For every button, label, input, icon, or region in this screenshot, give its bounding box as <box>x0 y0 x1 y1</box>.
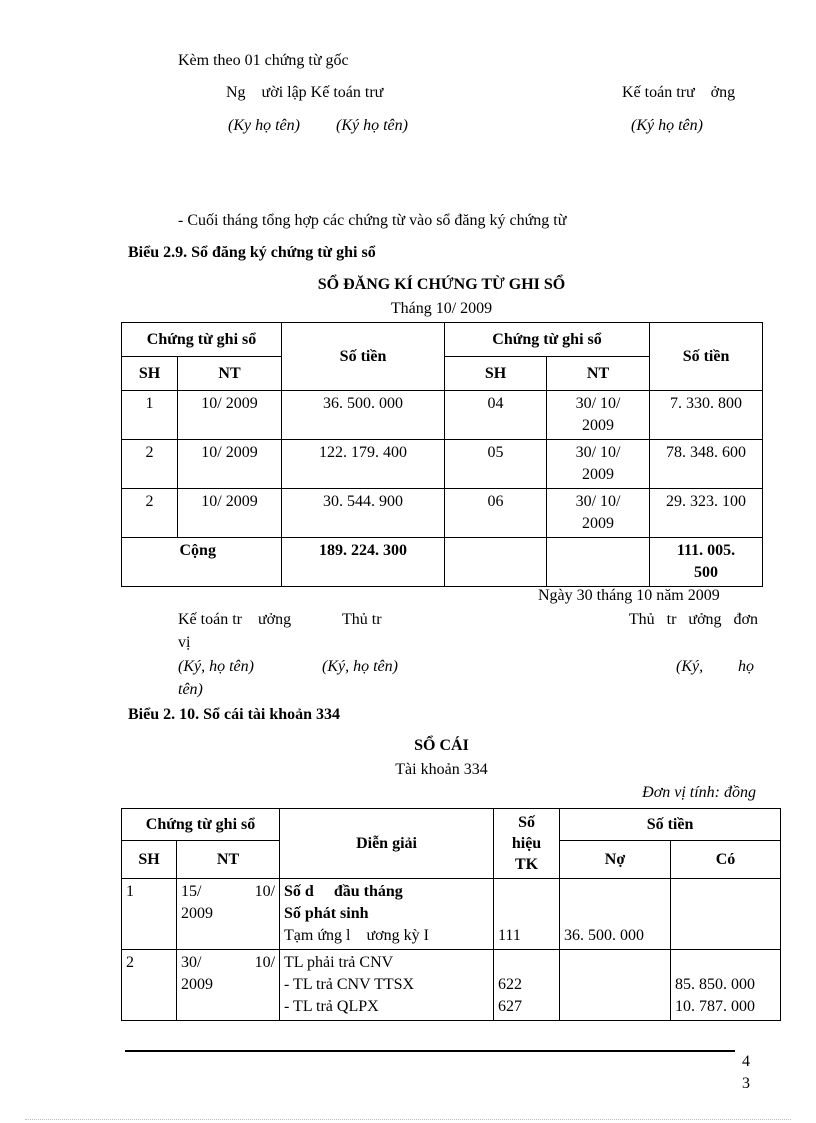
cell-sh: 2 <box>122 440 178 489</box>
header-nt-2: NT <box>547 357 650 391</box>
ledger-cell-co <box>671 879 781 950</box>
ledger-header-so-hieu-tk: Số hiệu TK <box>494 809 560 879</box>
page-bottom-border <box>25 1119 791 1120</box>
ledger-header-ctgs: Chứng từ ghi sổ <box>122 809 280 841</box>
table-row <box>122 489 763 538</box>
sign-hint-c: (Ký họ tên) <box>631 117 703 134</box>
total-amount-2: 111. 005. 500 <box>650 538 763 587</box>
cell-amount-2: 78. 348. 600 <box>650 440 763 489</box>
register-sign-hint-c3: tên) <box>178 681 203 698</box>
ledger-header-so-tien: Số tiền <box>560 809 781 841</box>
register-sign-hint-c1: (Ký, <box>676 658 704 675</box>
bieu-2-9-caption: Biểu 2.9. Sổ đăng ký chứng từ ghi sổ <box>128 244 376 261</box>
ledger-table <box>121 808 781 1021</box>
cell-nt-2: 30/ 10/ 2009 <box>547 391 650 440</box>
ledger-title: SỔ CÁI <box>414 737 469 754</box>
header-ctgs: Chứng từ ghi sổ <box>122 323 282 357</box>
total-amount: 189. 224. 300 <box>282 538 445 587</box>
sign-hint-b: (Ký họ tên) <box>336 117 408 134</box>
bieu-2-10-caption: Biểu 2. 10. Sổ cái tài khoản 334 <box>128 706 341 723</box>
cell-nt: 10/ 2009 <box>178 489 282 538</box>
ledger-cell-sh: 2 <box>122 950 177 1021</box>
cell-nt-2: 30/ 10/ 2009 <box>547 489 650 538</box>
register-sig-chief-accountant: Kế toán tr ưởng <box>178 611 292 628</box>
ledger-header-dien-giai: Diễn giải <box>280 809 494 879</box>
table-row <box>122 391 763 440</box>
header-ctgs-2: Chứng từ ghi sổ <box>445 323 650 357</box>
ledger-cell-sh: 1 <box>122 879 177 950</box>
cell-sh-2: 04 <box>445 391 547 440</box>
page-number-a: 4 <box>742 1053 750 1070</box>
cell-amount: 36. 500. 000 <box>282 391 445 440</box>
register-sign-hint-b: (Ký, họ tên) <box>322 658 398 675</box>
sign-hint-a: (Ky họ tên) <box>228 117 300 134</box>
table-row <box>122 440 763 489</box>
cell-sh-2: 05 <box>445 440 547 489</box>
register-title: SỔ ĐĂNG KÍ CHỨNG TỪ GHI SỔ <box>317 276 566 293</box>
cell-nt: 10/ 2009 <box>178 391 282 440</box>
ledger-subtitle: Tài khoản 334 <box>395 761 488 778</box>
page-number-b: 3 <box>742 1075 750 1092</box>
register-sign-hint-c2: họ <box>738 658 754 675</box>
ledger-header-no: Nợ <box>560 841 671 879</box>
footer-rule <box>125 1050 735 1052</box>
ledger-header-sh: SH <box>122 841 177 879</box>
cell-sh: 1 <box>122 391 178 440</box>
total-row <box>122 538 763 587</box>
month-end-note: - Cuối tháng tổng hợp các chứng từ vào sổ đăng ký chứng từ <box>178 212 567 229</box>
cell-amount-2: 29. 323. 100 <box>650 489 763 538</box>
register-date: Ngày 30 tháng 10 năm 2009 <box>538 587 720 604</box>
cell-nt-2: 30/ 10/ 2009 <box>547 440 650 489</box>
ledger-cell-no: 36. 500. 000 <box>560 879 671 950</box>
ledger-cell-dien-giai: TL phải trả CNV - TL trả CNV TTSX - TL trả QLPX <box>280 950 494 1021</box>
register-sig-director: Thủ tr ưởng đơn <box>628 611 758 628</box>
cell-sh-2: 06 <box>445 489 547 538</box>
ledger-cell-tk: 622 627 <box>494 950 560 1021</box>
attachment-note: Kèm theo 01 chứng từ gốc <box>178 52 349 69</box>
ledger-header-nt: NT <box>177 841 280 879</box>
cell-sh: 2 <box>122 489 178 538</box>
ledger-cell-dien-giai: Số d đầu tháng Số phát sinh Tạm ứng l ương kỳ I <box>280 879 494 950</box>
ledger-cell-nt: 15/ 10/ 2009 <box>177 879 280 950</box>
ledger-cell-no <box>560 950 671 1021</box>
ledger-cell-co: 85. 850. 000 10. 787. 000 <box>671 950 781 1021</box>
table-row <box>122 950 781 1021</box>
cell-amount-2: 7. 330. 800 <box>650 391 763 440</box>
cell-amount: 30. 544. 900 <box>282 489 445 538</box>
header-so-tien-2: Số tiền <box>650 323 763 391</box>
header-nt: NT <box>178 357 282 391</box>
total-label: Cộng <box>178 538 282 587</box>
ledger-header-co: Có <box>671 841 781 879</box>
header-so-tien: Số tiền <box>282 323 445 391</box>
header-sh: SH <box>122 357 178 391</box>
register-sig-treasurer: Thủ tr <box>342 611 382 628</box>
header-sh-2: SH <box>445 357 547 391</box>
register-sig-director-cont: vị <box>178 634 191 651</box>
chief-accountant-label: Kế toán trư ởng <box>622 84 736 101</box>
cell-amount: 122. 179. 400 <box>282 440 445 489</box>
ledger-unit: Đơn vị tính: đồng <box>642 784 756 801</box>
ledger-cell-nt: 30/ 10/ 2009 <box>177 950 280 1021</box>
table-row <box>122 879 781 950</box>
register-table <box>121 322 763 587</box>
preparer-signature-label: Ng ười lập Kế toán trư <box>226 84 384 101</box>
cell-nt: 10/ 2009 <box>178 440 282 489</box>
register-subtitle: Tháng 10/ 2009 <box>390 300 493 317</box>
register-sign-hint-a: (Ký, họ tên) <box>178 658 254 675</box>
ledger-cell-tk: 111 <box>494 879 560 950</box>
